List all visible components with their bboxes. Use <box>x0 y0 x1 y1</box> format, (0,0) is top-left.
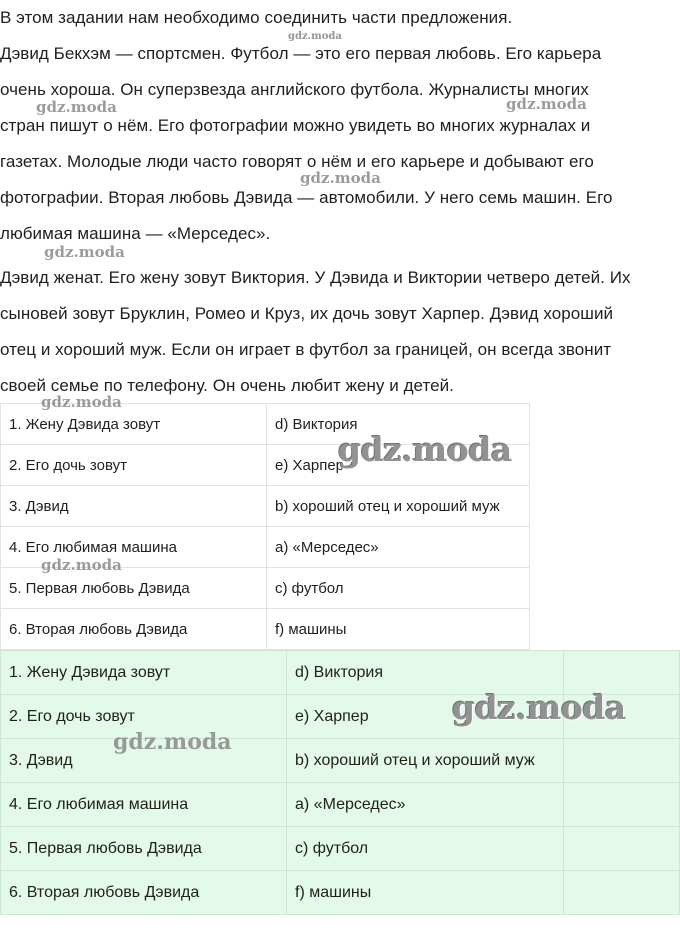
table-cell-right: a) «Мерседес» <box>287 783 564 827</box>
table-cell-empty <box>564 827 680 871</box>
watermark: gdz.moda <box>113 729 232 755</box>
watermark: gdz.moda <box>506 95 587 113</box>
text-line: отец и хороший муж. Если он играет в футбол за границей, он всегда звонит <box>0 340 612 359</box>
table-cell-empty <box>564 651 680 695</box>
table-cell-left: 4. Его любимая машина <box>1 527 267 568</box>
table-cell-left: 2. Его дочь зовут <box>1 695 287 739</box>
table-cell-left: 4. Его любимая машина <box>1 783 287 827</box>
table-cell-left: 3. Дэвид <box>1 739 287 783</box>
table-cell-left: 3. Дэвид <box>1 486 267 527</box>
watermark: gdz.moda <box>452 688 626 727</box>
table-cell-right: b) хороший отец и хороший муж <box>287 739 564 783</box>
table-row <box>1 871 680 915</box>
table-cell-right: e) Харпер <box>267 445 530 486</box>
text-line: сыновей зовут Бруклин, Ромео и Круз, их дочь зовут Харпер. Дэвид хороший <box>0 304 614 323</box>
table-cell-left: 1. Жену Дэвида зовут <box>1 651 287 695</box>
table-row <box>1 486 530 527</box>
table-row <box>1 568 530 609</box>
text-line: газетах. Молодые люди часто говорят о нём и его карьере и добывают его <box>0 152 594 171</box>
watermark: gdz.moda <box>36 98 117 116</box>
table-cell-right: c) футбол <box>267 568 530 609</box>
text-line: стран пишут о нём. Его фотографии можно увидеть во многих журналах и <box>0 116 591 135</box>
table-cell-right: f) машины <box>267 609 530 650</box>
table-cell-left: 1. Жену Дэвида зовут <box>1 404 267 445</box>
table-row <box>1 609 530 650</box>
watermark: gdz.moda <box>44 243 125 261</box>
watermark: gdz.moda <box>41 556 122 574</box>
matching-table <box>0 403 530 650</box>
table-cell-left: 6. Вторая любовь Дэвида <box>1 871 287 915</box>
table-row <box>1 445 530 486</box>
watermark: gdz.moda <box>338 430 512 469</box>
watermark: gdz.moda <box>288 31 342 42</box>
table-row <box>1 695 680 739</box>
table-row <box>1 651 680 695</box>
table-cell-empty <box>564 871 680 915</box>
table-cell-left: 2. Его дочь зовут <box>1 445 267 486</box>
table-cell-left: 5. Первая любовь Дэвида <box>1 568 267 609</box>
table-cell-left: 6. Вторая любовь Дэвида <box>1 609 267 650</box>
table-cell-right: f) машины <box>287 871 564 915</box>
table-cell-right: e) Харпер <box>287 695 564 739</box>
text-line: Дэвид женат. Его жену зовут Виктория. У Дэвида и Виктории четверо детей. Их <box>0 268 631 287</box>
table-row <box>1 827 680 871</box>
table-cell-empty <box>564 783 680 827</box>
table-cell-left: 5. Первая любовь Дэвида <box>1 827 287 871</box>
text-line: очень хороша. Он суперзвезда английского футбола. Журналисты многих <box>0 80 589 99</box>
story-paragraph <box>0 260 670 404</box>
table-cell-empty <box>564 739 680 783</box>
table-cell-right: d) Виктория <box>267 404 530 445</box>
table-row <box>1 783 680 827</box>
table-cell-right: a) «Мерседес» <box>267 527 530 568</box>
watermark: gdz.moda <box>300 169 381 187</box>
table-cell-right: b) хороший отец и хороший муж <box>267 486 530 527</box>
text-line: Дэвид Бекхэм — спортсмен. Футбол — это его первая любовь. Его карьера <box>0 44 602 63</box>
table-cell-empty <box>564 695 680 739</box>
watermark: gdz.moda <box>41 393 122 411</box>
intro-paragraph <box>0 0 670 252</box>
table-row <box>1 404 530 445</box>
table-cell-right: d) Виктория <box>287 651 564 695</box>
text-line: любимая машина — «Мерседес». <box>0 224 271 243</box>
text-line: своей семье по телефону. Он очень любит жену и детей. <box>0 376 454 395</box>
text-line: фотографии. Вторая любовь Дэвида — автомобили. У него семь машин. Его <box>0 188 613 207</box>
table-row <box>1 739 680 783</box>
text-line: В этом задании нам необходимо соединить части предложения. <box>0 8 513 27</box>
answer-table <box>0 650 680 915</box>
table-cell-right: c) футбол <box>287 827 564 871</box>
table-row <box>1 527 530 568</box>
